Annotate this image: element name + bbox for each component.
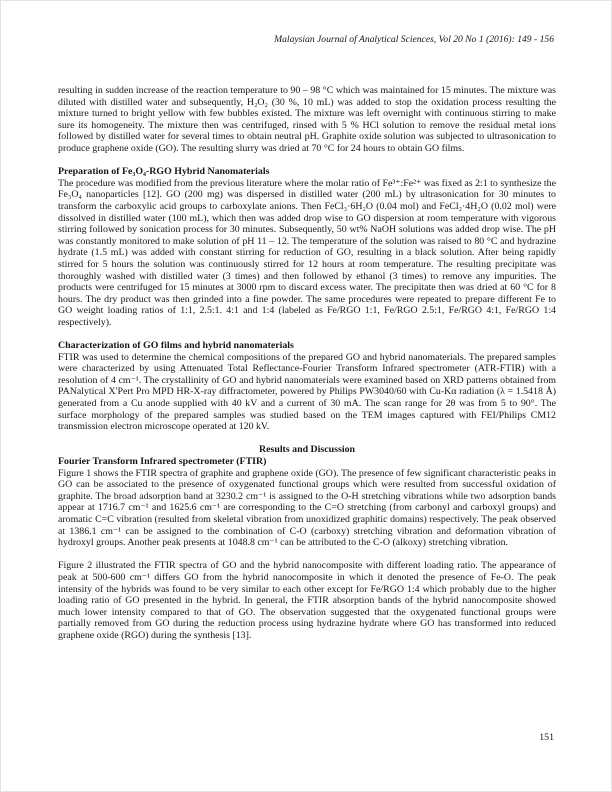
paragraph-ftir-figure1: Figure 1 shows the FTIR spectra of graphite and graphene oxide (GO). The presence of few significant characteristic peaks in GO can be associated to the presence of oxygenated functional groups which were resulted from successful oxidation of graphite. The broad adsorption band at 3230.2 cm⁻¹ is assigned to the O-H stretching vibrations while two adsorption bands appear at 1716.7 cm⁻¹ and 1625.6 cm⁻¹ are corresponding to the C=O stretching (from carbonyl and carboxyl groups) and aromatic C=C vibration (resulted from skeletal vibration from unoxidized graphitic domains) respectively. The peak observed at 1386.1 cm⁻¹ can be assigned to the combination of C-O (carboxy) stretching vibration and deformation vibration of hydroxyl groups. Another peak presents at 1048.8 cm⁻¹ can be attributed to the C-O (alkoxy) stretching vibration. [58,467,556,549]
page-body [58,85,556,642]
paragraph-preparation: The procedure was modified from the previous literature where the molar ratio of Fe³⁺:Fe²⁺ was fixed as 2:1 to synthesize the Fe₃O₄ nanoparticles [12]. GO (200 mg) was dispersed in distilled water (200 mL) by ultrasonication for 30 minutes to transform the carboxylic acid groups to carboxylate anions. Then FeCl₃·6H₂O (0.04 mol) and FeCl₂·4H₂O (0.02 mol) were dissolved in distilled water (100 mL), which then was added drop wise to GO dispersion at room temperature with vigorous stirring followed by sonication process for 30 minutes. Subsequently, 50 wt% NaOH solutions was added drop wise. The pH was constantly monitored to make solution of pH 11 – 12. The temperature of the solution was raised to 80 °C and hydrazine hydrate (1.5 mL) was added with constant stirring for reduction of GO, resulting in a black solution. After being rapidly stirred for 5 hours the solution was continuously stirred for 12 hours at room temperature. The resulting precipitate was thoroughly washed with distilled water (3 times) and then followed by ethanol (3 times) to remove any impurities. The products were centrifuged for 15 minutes at 3000 rpm to discard excess water. The precipitate then was dried at 60 °C for 8 hours. The dry product was then grinded into a fine powder. The same procedures were repeated to prepare different Fe to GO weight loading ratios of 1:1, 2.5:1. 4:1 and 1:4 (labeled as Fe/RGO 1:1, Fe/RGO 2.5:1, Fe/RGO 4:1, Fe/RGO 1:4 respectively). [58,177,556,328]
paragraph-characterization: FTIR was used to determine the chemical compositions of the prepared GO and hybrid nanomaterials. The prepared samples were characterized by using Attenuated Total Reflectance-Fourier Transform Infrared spectrometer (ATR-FTIR) with a resolution of 4 cm⁻¹. The crystallinity of GO and hybrid nanomaterials were examined based on XRD patterns obtained from PANalytical X'Pert Pro MPD HR-X-ray diffractometer, powered by Philips PW3040/60 with Cu-Kα radiation (λ = 1.5418 Å) generated from a Cu anode supplied with 40 kV and a current of 30 mA. The scan range for 2θ was from 5 to 90°. The surface morphology of the prepared samples was studied based on the TEM images captured with FEI/Philips CM12 transmission electron microscope operated at 120 kV. [58,351,556,433]
section-heading-preparation: Preparation of Fe₃O₄-RGO Hybrid Nanomaterials [58,166,270,178]
journal-header: Malaysian Journal of Analytical Sciences, Vol 20 No 1 (2016): 149 - 156 [274,34,554,45]
page-number: 151 [539,732,554,743]
paragraph-oxidation-continuation: resulting in sudden increase of the reaction temperature to 90 – 98 °C which was maintained for 15 minutes. The mixture was diluted with distilled water and subsequently, H₂O₂ (30 %, 10 mL) was added to stop the oxidation process resulting the mixture turned to bright yellow with few bubbles existed. The mixture was left overnight with continuous stirring to make sure its homogeneity. The mixture then was centrifuged, rinsed with 5 % HCl solution to remove the residual metal ions followed by distilled water for several times to obtain neutral pH. Graphite oxide solution was subjected to ultrasonication to produce graphene oxide (GO). The resulting slurry was dried at 70 °C for 24 hours to obtain GO films. [58,85,556,154]
section-heading-ftir: Fourier Transform Infrared spectrometer (FTIR) [58,456,267,467]
section-heading-results-discussion: Results and Discussion [258,444,356,456]
paragraph-ftir-figure2: Figure 2 illustrated the FTIR spectra of GO and the hybrid nanocomposite with different loading ratio. The appearance of peak at 500-600 cm⁻¹ differs GO from the hybrid nanocomposite in which it denoted the presence of Fe-O. The peak intensity of the hybrids was found to be very similar to each other except for Fe/RGO 1:4 which probably due to the higher loading ratio of GO presented in the hybrid. In general, the FTIR absorption bands of the hybrid nanocomposite showed much lower intensity compared to that of GO. The observation suggested that the oxygenated functional groups were partially removed from GO during the reduction process using hydrazine hydrate where GO has transformed into reduced graphene oxide (RGO) during the synthesis [13]. [58,560,556,641]
section-heading-characterization: Characterization of GO films and hybrid nanomaterials [58,340,294,352]
